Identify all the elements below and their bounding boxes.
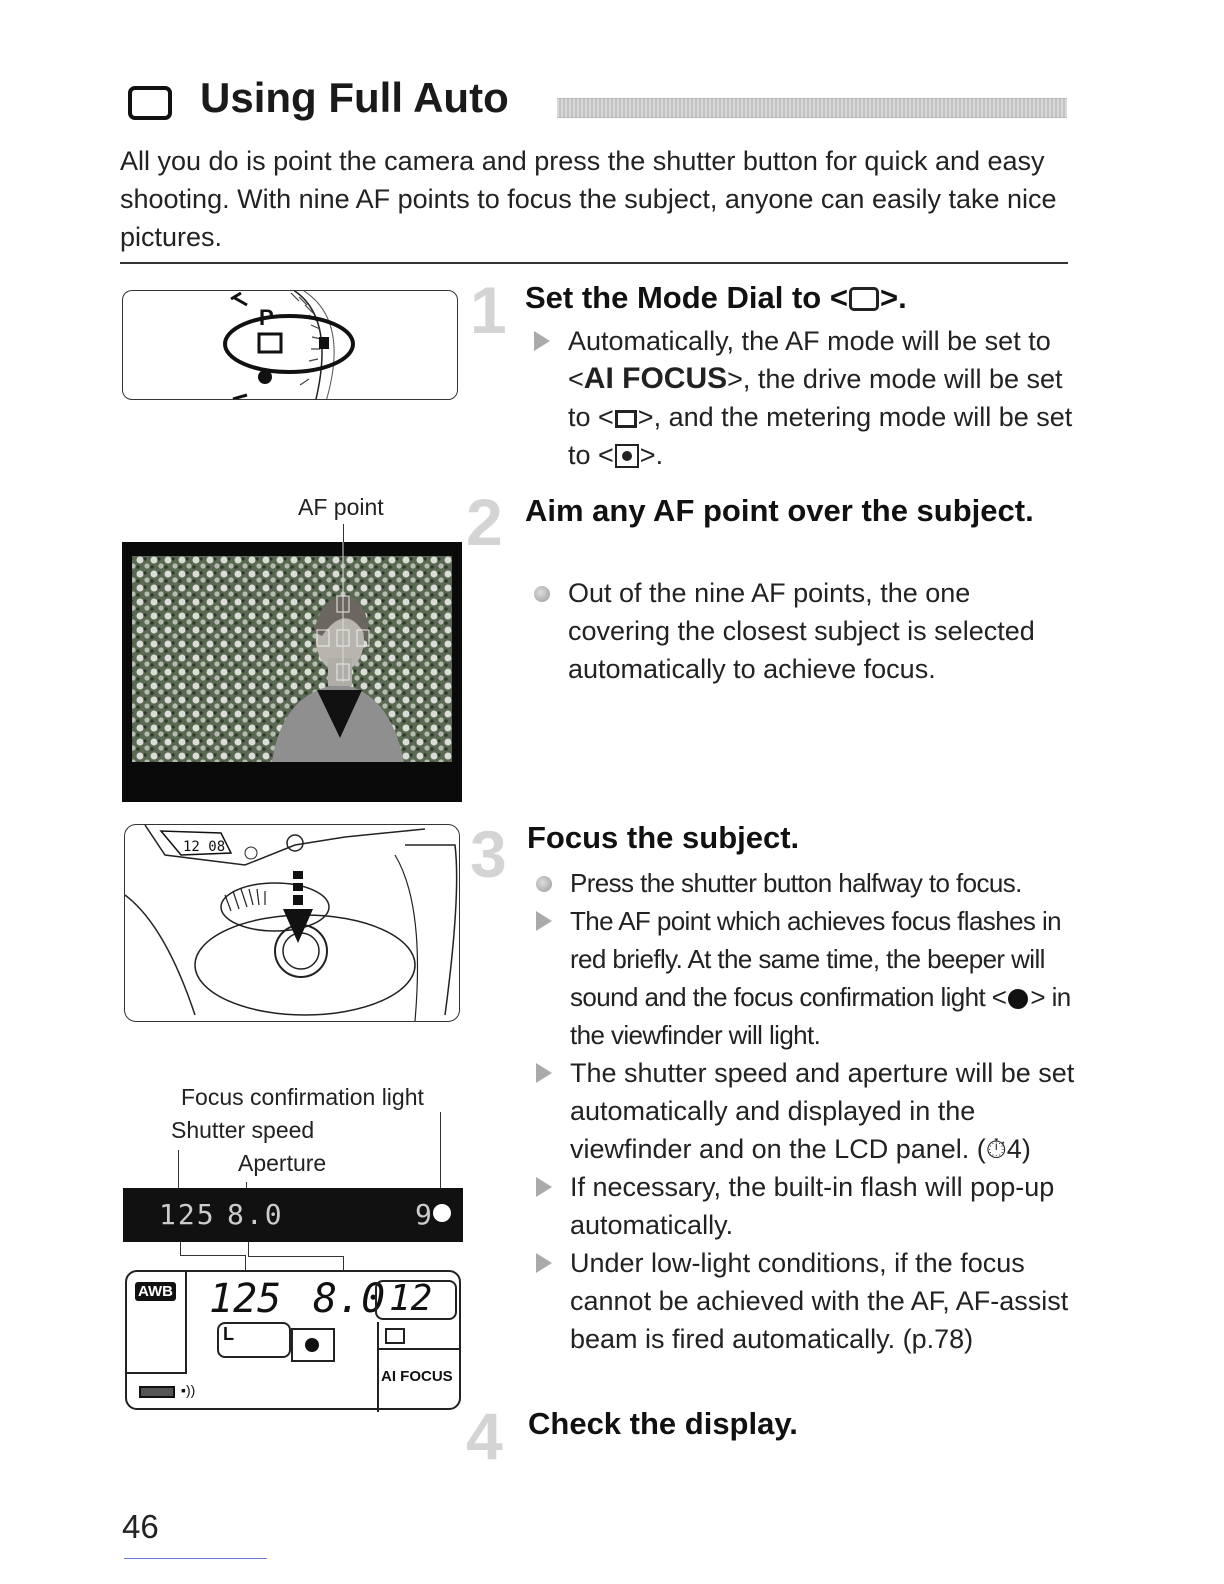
bullet-dot-icon (536, 876, 552, 892)
af-point-label: AF point (298, 494, 384, 520)
viewfinder-display (123, 1188, 463, 1242)
step-2-heading: Aim any AF point over the subject. (525, 493, 1034, 528)
list-item: Under low-light conditions, if the focus cannot be achieved with the AF, AF-assist beam is fired automatically. (p.78) (570, 1244, 1075, 1358)
lcd-divider (127, 1372, 187, 1374)
viewfinder-photo (122, 542, 462, 802)
lcd-drive-icon (385, 1328, 405, 1344)
step-number-4: 4 (466, 1399, 501, 1473)
page-number: 46 (122, 1508, 159, 1545)
vf-count: 9 (415, 1198, 432, 1231)
result-arrow-icon (536, 1063, 552, 1083)
beep-icon: ▪)) (181, 1382, 196, 1398)
lcd-panel (125, 1270, 461, 1410)
step-1-heading: Set the Mode Dial to < >. (525, 280, 907, 315)
list-item: If necessary, the built-in flash will pop-up automatically. (570, 1168, 1075, 1244)
lcd-af-mode: AI FOCUS (381, 1368, 453, 1385)
full-auto-icon (128, 86, 172, 120)
full-auto-icon (849, 287, 879, 311)
leader-line (248, 1256, 343, 1257)
result-arrow-icon (534, 331, 550, 351)
svg-text:12 08: 12 08 (183, 839, 226, 855)
leader-line (178, 1150, 179, 1190)
step-number-3: 3 (470, 817, 505, 891)
camera-top-illustration (124, 824, 460, 1022)
lcd-divider (377, 1348, 461, 1350)
lcd-shots: 12 (389, 1278, 433, 1319)
leader-line (248, 1242, 249, 1256)
leader-line (440, 1112, 441, 1190)
intro-text: All you do is point the camera and press the shutter button for quick and easy shooting. With nine AF points to focus the subject, anyone can easily take nice pictures. (120, 146, 1057, 252)
step-3-heading: Focus the subject. (527, 820, 800, 855)
page-underline (124, 1558, 267, 1559)
mode-dial-illustration (122, 290, 458, 400)
step-2-bullets (568, 574, 1068, 688)
list-item: Automatically, the AF mode will be set to <AI FOCUS>, the drive mode will be set to < >, and the metering mode will be set to < >. (568, 322, 1078, 474)
title-decor-bar (557, 98, 1067, 118)
focus-confirmation-icon (1008, 989, 1028, 1009)
battery-icon (139, 1386, 175, 1398)
mode-dial-icon (123, 291, 458, 400)
dial-p-label: P (259, 305, 274, 330)
vf-aperture: 8.0 (227, 1198, 284, 1231)
list-item: The shutter speed and aperture will be set automatically and displayed in the viewfinder and on the LCD panel. (⏱4) (570, 1054, 1075, 1168)
lcd-divider (377, 1322, 379, 1412)
step-4-heading: Check the display. (528, 1406, 798, 1441)
lcd-quality: L (223, 1324, 234, 1344)
evaluative-metering-icon (615, 444, 639, 468)
step-1-bullets (568, 322, 1078, 474)
lcd-awb-badge: AWB (135, 1282, 176, 1301)
list-item: Press the shutter button halfway to focus. (570, 864, 1075, 902)
result-arrow-icon (536, 1177, 552, 1197)
step-3-bullets (570, 864, 1075, 1358)
single-shot-icon (615, 410, 637, 428)
divider (120, 262, 1068, 264)
focus-confirmation-label: Focus confirmation light (181, 1084, 424, 1110)
lcd-aperture: 8.0 (313, 1276, 386, 1322)
vf-shutter: 125 (159, 1198, 216, 1231)
step-number-1: 1 (470, 273, 505, 347)
leader-line (180, 1255, 245, 1256)
lcd-shutter: 125 (209, 1276, 282, 1322)
result-arrow-icon (536, 911, 552, 931)
lcd-metering-dot-icon (305, 1338, 319, 1352)
shutter-speed-label: Shutter speed (171, 1117, 315, 1143)
list-item: Out of the nine AF points, the one covering the closest subject is selected automatically to achieve focus. (568, 574, 1068, 688)
portrait-photo-icon (122, 542, 462, 802)
shutter-button-icon (125, 825, 460, 1022)
page-title: Using Full Auto (200, 74, 509, 121)
result-arrow-icon (536, 1253, 552, 1273)
bullet-dot-icon (534, 586, 550, 602)
step-number-2: 2 (466, 485, 501, 559)
aperture-label: Aperture (238, 1150, 327, 1176)
lcd-divider (185, 1272, 187, 1372)
leader-line (180, 1242, 181, 1256)
list-item: The AF point which achieves focus flashes in red briefly. At the same time, the beeper will sound and the focus confirmation light < > in the viewfinder will light. (570, 902, 1075, 1054)
vf-focus-dot-icon (433, 1204, 451, 1222)
